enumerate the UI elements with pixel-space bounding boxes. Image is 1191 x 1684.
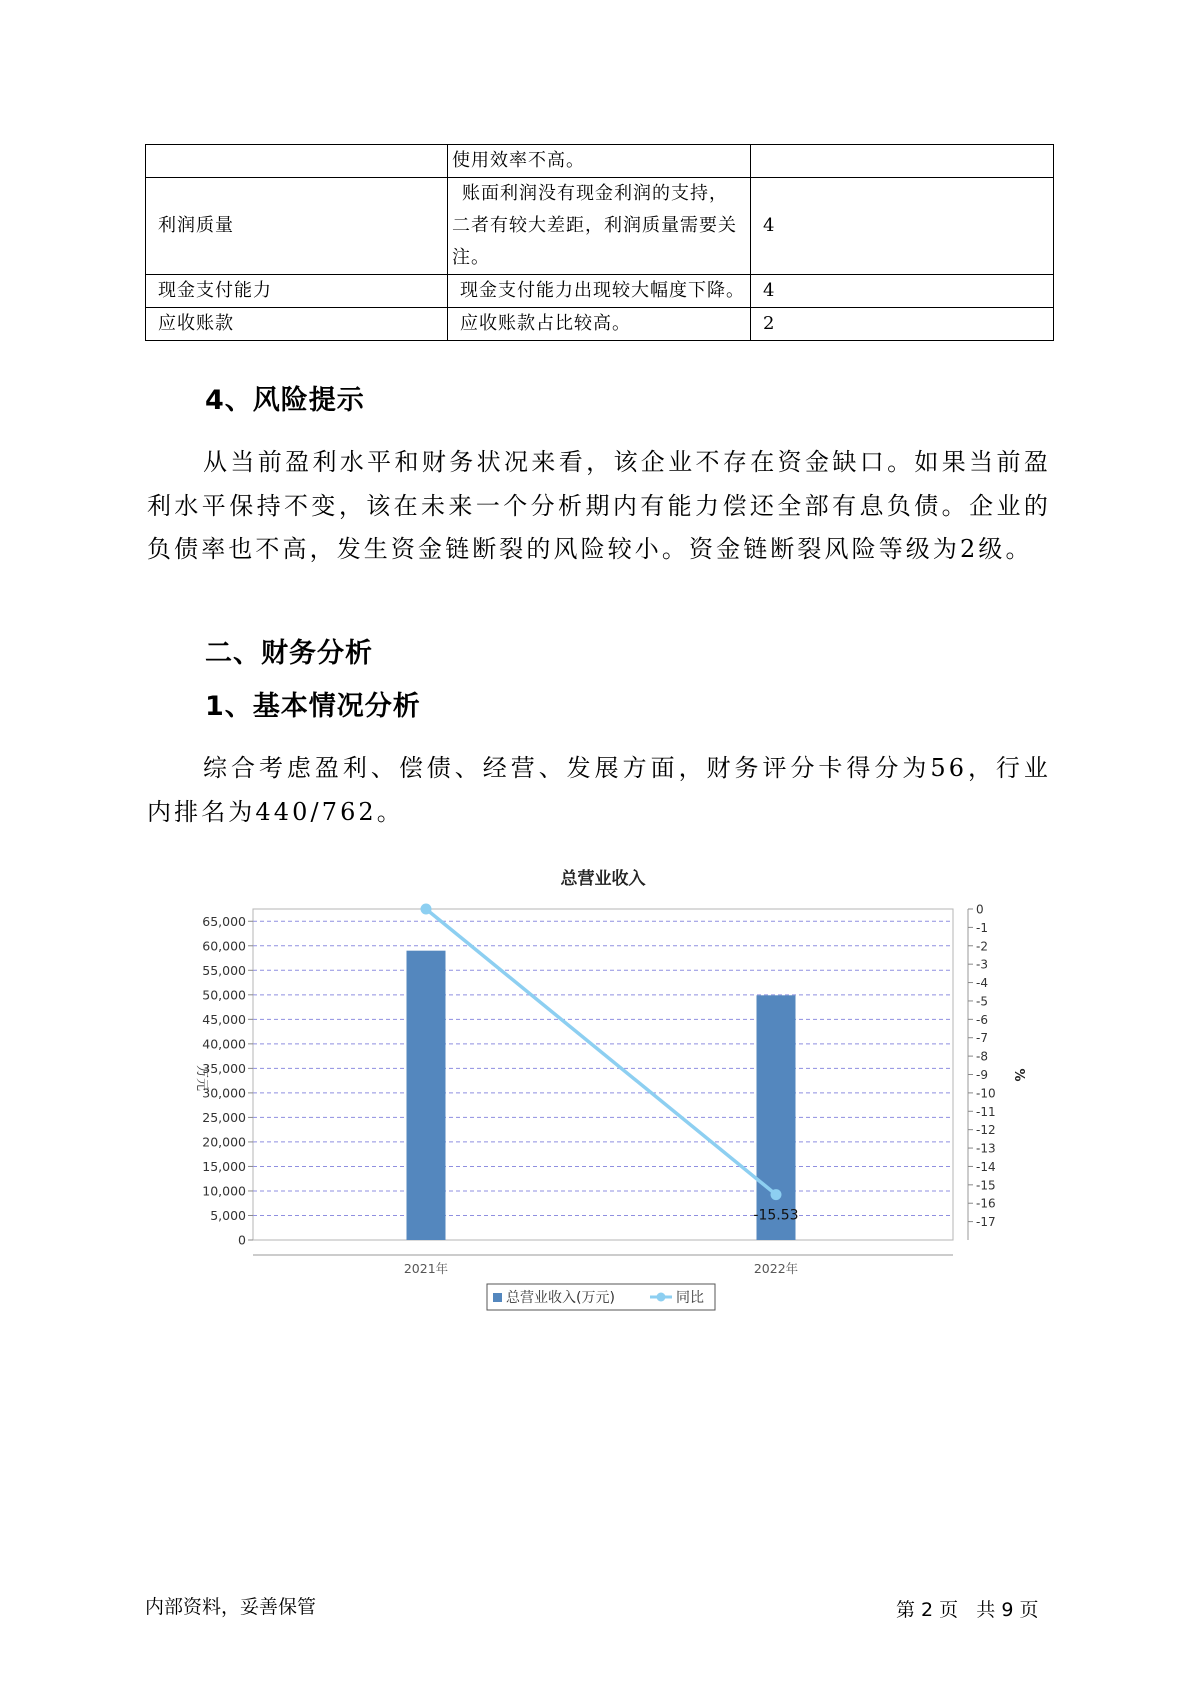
y2-tick-label: -13 bbox=[976, 1141, 996, 1156]
y2-tick-label: -5 bbox=[976, 994, 988, 1009]
y2-tick-label: -10 bbox=[976, 1086, 996, 1101]
y-tick-label: 10,000 bbox=[202, 1183, 246, 1199]
y-tick-label: 20,000 bbox=[202, 1134, 246, 1150]
table-cell: 4 bbox=[751, 275, 1054, 308]
y2-tick-label: 0 bbox=[976, 902, 984, 917]
yoy-point bbox=[421, 904, 432, 915]
sub-heading: 1、基本情况分析 bbox=[205, 691, 421, 722]
paragraph: 从当前盈利水平和财务状况来看，该企业不存在资金缺口。如果当前盈利水平保持不变，该在未来一个分析期内有能力偿还全部有息负债。企业的负债率也不高，发生资金链断裂的风险较小。资金链断裂风险等级为2级。 bbox=[147, 448, 1051, 563]
table-cell: 现金支付能力 bbox=[146, 275, 448, 308]
part-heading: 二、财务分析 bbox=[205, 638, 373, 669]
table-cell: 使用效率不高。 bbox=[448, 145, 751, 178]
y2-tick-label: -9 bbox=[976, 1068, 988, 1082]
legend-bar-swatch bbox=[493, 1293, 502, 1302]
y-tick-label: 60,000 bbox=[202, 938, 246, 954]
y2-tick-label: -3 bbox=[976, 957, 988, 972]
y2-tick-label: -16 bbox=[976, 1196, 996, 1211]
legend-line-marker bbox=[657, 1293, 666, 1302]
table-cell: 现金支付能力出现较大幅度下降。 bbox=[448, 275, 751, 308]
legend-label: 总营业收入(万元) bbox=[506, 1290, 615, 1306]
y-axis-label: 万元 bbox=[194, 1064, 209, 1092]
y2-tick-label: -11 bbox=[976, 1104, 996, 1119]
table-cell: 账面利润没有现金利润的支持，二者有较大差距，利润质量需要关注。 bbox=[448, 178, 751, 275]
y2-tick-label: -4 bbox=[976, 976, 988, 991]
y-tick-label: 30,000 bbox=[202, 1085, 246, 1101]
paragraph: 综合考虑盈利、偿债、经营、发展方面，财务评分卡得分为56，行业内排名为440/762。 bbox=[147, 754, 1051, 826]
y-tick-label: 5,000 bbox=[210, 1207, 246, 1223]
y-tick-label: 65,000 bbox=[202, 913, 246, 929]
y-tick-label: 40,000 bbox=[202, 1036, 246, 1052]
section-heading: 4、风险提示 bbox=[205, 385, 365, 416]
table-cell: 应收账款 bbox=[146, 308, 448, 341]
bar bbox=[407, 951, 446, 1240]
y2-tick-label: -15 bbox=[976, 1178, 996, 1193]
yoy-line bbox=[426, 909, 776, 1195]
y2-tick-label: -7 bbox=[976, 1031, 988, 1046]
table-cell: 应收账款占比较高。 bbox=[448, 308, 751, 341]
y-tick-label: 45,000 bbox=[202, 1011, 246, 1027]
plot-area bbox=[253, 909, 953, 1240]
y2-tick-label: -6 bbox=[976, 1012, 988, 1027]
page-number: 第 2 页 共 9 页 bbox=[896, 1599, 1039, 1621]
footer-confidential: 内部资料，妥善保管 bbox=[145, 1596, 317, 1618]
x-tick-label: 2022年 bbox=[753, 1261, 799, 1276]
chart-title: 总营业收入 bbox=[560, 869, 646, 889]
y2-axis-label: % bbox=[1011, 1068, 1026, 1082]
y2-tick-label: -2 bbox=[976, 939, 988, 954]
y-tick-label: 35,000 bbox=[202, 1060, 246, 1076]
y2-tick-label: -1 bbox=[976, 920, 988, 935]
y2-tick-label: -12 bbox=[976, 1123, 996, 1138]
x-tick-label: 2021年 bbox=[403, 1261, 449, 1276]
y-tick-label: 50,000 bbox=[202, 987, 246, 1003]
y2-tick-label: -8 bbox=[976, 1049, 988, 1064]
y-tick-label: 25,000 bbox=[202, 1109, 246, 1125]
data-label: -15.53 bbox=[753, 1207, 799, 1224]
y-tick-label: 55,000 bbox=[202, 962, 246, 978]
table-cell: 利润质量 bbox=[146, 178, 448, 275]
y2-tick-label: -14 bbox=[976, 1159, 996, 1174]
table-cell: 2 bbox=[751, 308, 1054, 341]
yoy-point bbox=[771, 1189, 782, 1200]
y-tick-label: 0 bbox=[238, 1232, 246, 1248]
legend-label: 同比 bbox=[676, 1290, 704, 1306]
y-tick-label: 15,000 bbox=[202, 1158, 246, 1174]
table-cell: 4 bbox=[751, 178, 1054, 275]
y2-tick-label: -17 bbox=[976, 1215, 996, 1230]
bar bbox=[757, 995, 796, 1240]
